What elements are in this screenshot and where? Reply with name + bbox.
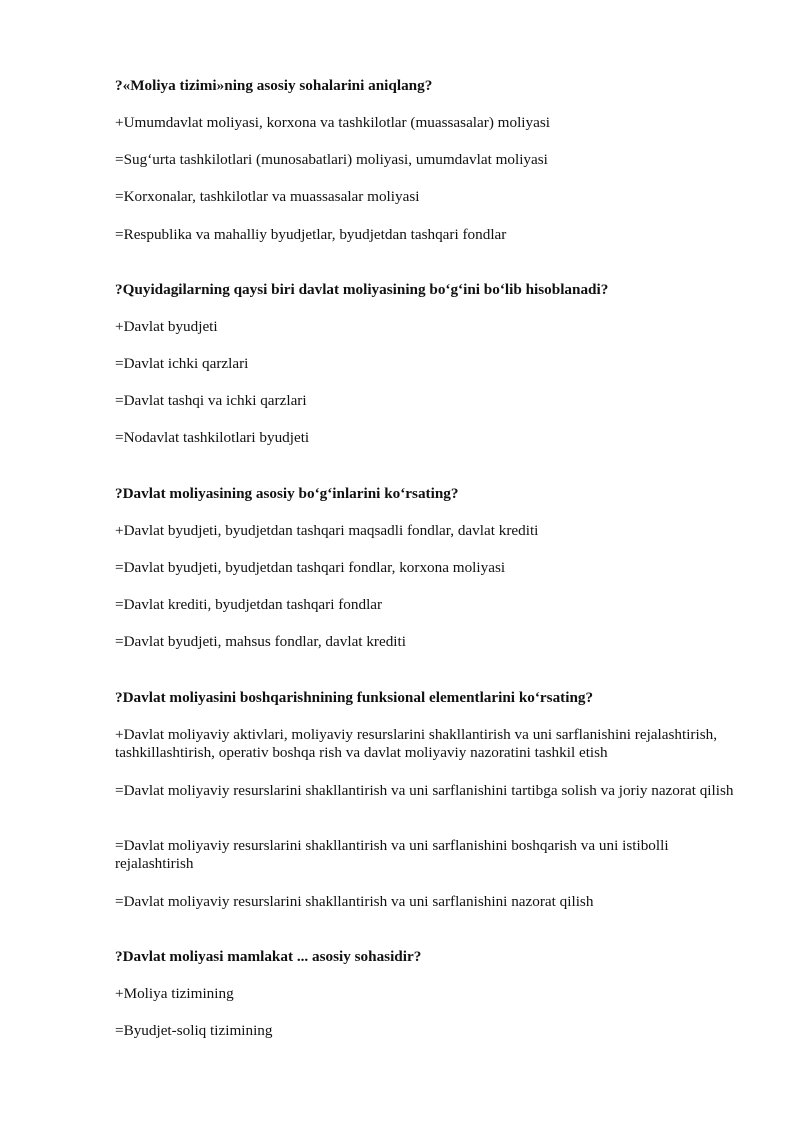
question-3-answer-4: =Davlat byudjeti, mahsus fondlar, davlat krediti xyxy=(115,633,406,650)
question-1-title: ?«Moliya tizimi»ning asosiy sohalarini aniqlang? xyxy=(115,77,433,94)
question-2-answer-2: =Davlat ichki qarzlari xyxy=(115,355,249,372)
question-1-answer-4: =Respublika va mahalliy byudjetlar, byudjetdan tashqari fondlar xyxy=(115,226,507,243)
question-5-title: ?Davlat moliyasi mamlakat ... asosiy sohasidir? xyxy=(115,948,422,965)
question-1-answer-2: =Sug‘urta tashkilotlari (munosabatlari) moliyasi, umumdavlat moliyasi xyxy=(115,151,548,168)
question-1-answer-3: =Korxonalar, tashkilotlar va muassasalar moliyasi xyxy=(115,188,420,205)
question-3-answer-2: =Davlat byudjeti, byudjetdan tashqari fondlar, korxona moliyasi xyxy=(115,559,506,576)
question-5-answer-1: +Moliya tizimining xyxy=(115,985,234,1002)
question-4-answer-2: =Davlat moliyaviy resurslarini shakllantirish va uni sarflanishini tartibga solish va joriy nazorat qilish xyxy=(115,782,734,799)
question-3-answer-3: =Davlat krediti, byudjetdan tashqari fondlar xyxy=(115,596,383,613)
question-4-answer-4: =Davlat moliyaviy resurslarini shakllantirish va uni sarflanishini nazorat qilish xyxy=(115,893,594,910)
question-4-answer-3: =Davlat moliyaviy resurslarini shakllantirish va uni sarflanishini boshqarish va uni istibolli rejalashtirish xyxy=(115,837,669,872)
question-2-title: ?Quyidagilarning qaysi biri davlat moliyasining bo‘g‘ini bo‘lib hisoblanadi? xyxy=(115,281,609,298)
question-2-answer-3: =Davlat tashqi va ichki qarzlari xyxy=(115,392,307,409)
question-4-title: ?Davlat moliyasini boshqarishnining funksional elementlarini ko‘rsating? xyxy=(115,689,594,706)
question-3-answer-1: +Davlat byudjeti, byudjetdan tashqari maqsadli fondlar, davlat krediti xyxy=(115,522,539,539)
question-2-answer-1: +Davlat byudjeti xyxy=(115,318,218,335)
question-5-answer-2: =Byudjet-soliq tizimining xyxy=(115,1022,273,1039)
question-1-answer-1: +Umumdavlat moliyasi, korxona va tashkilotlar (muassasalar) moliyasi xyxy=(115,114,550,131)
question-2-answer-4: =Nodavlat tashkilotlari byudjeti xyxy=(115,429,310,446)
question-3-title: ?Davlat moliyasining asosiy bo‘g‘inlarini ko‘rsating? xyxy=(115,485,459,502)
question-4-answer-1: +Davlat moliyaviy aktivlari, moliyaviy resurslarini shakllantirish va uni sarflanishini rejalashtirish, tashkillashtirish, operativ boshqa rish va davlat moliyaviy nazoratini tashkil etish xyxy=(115,726,718,761)
